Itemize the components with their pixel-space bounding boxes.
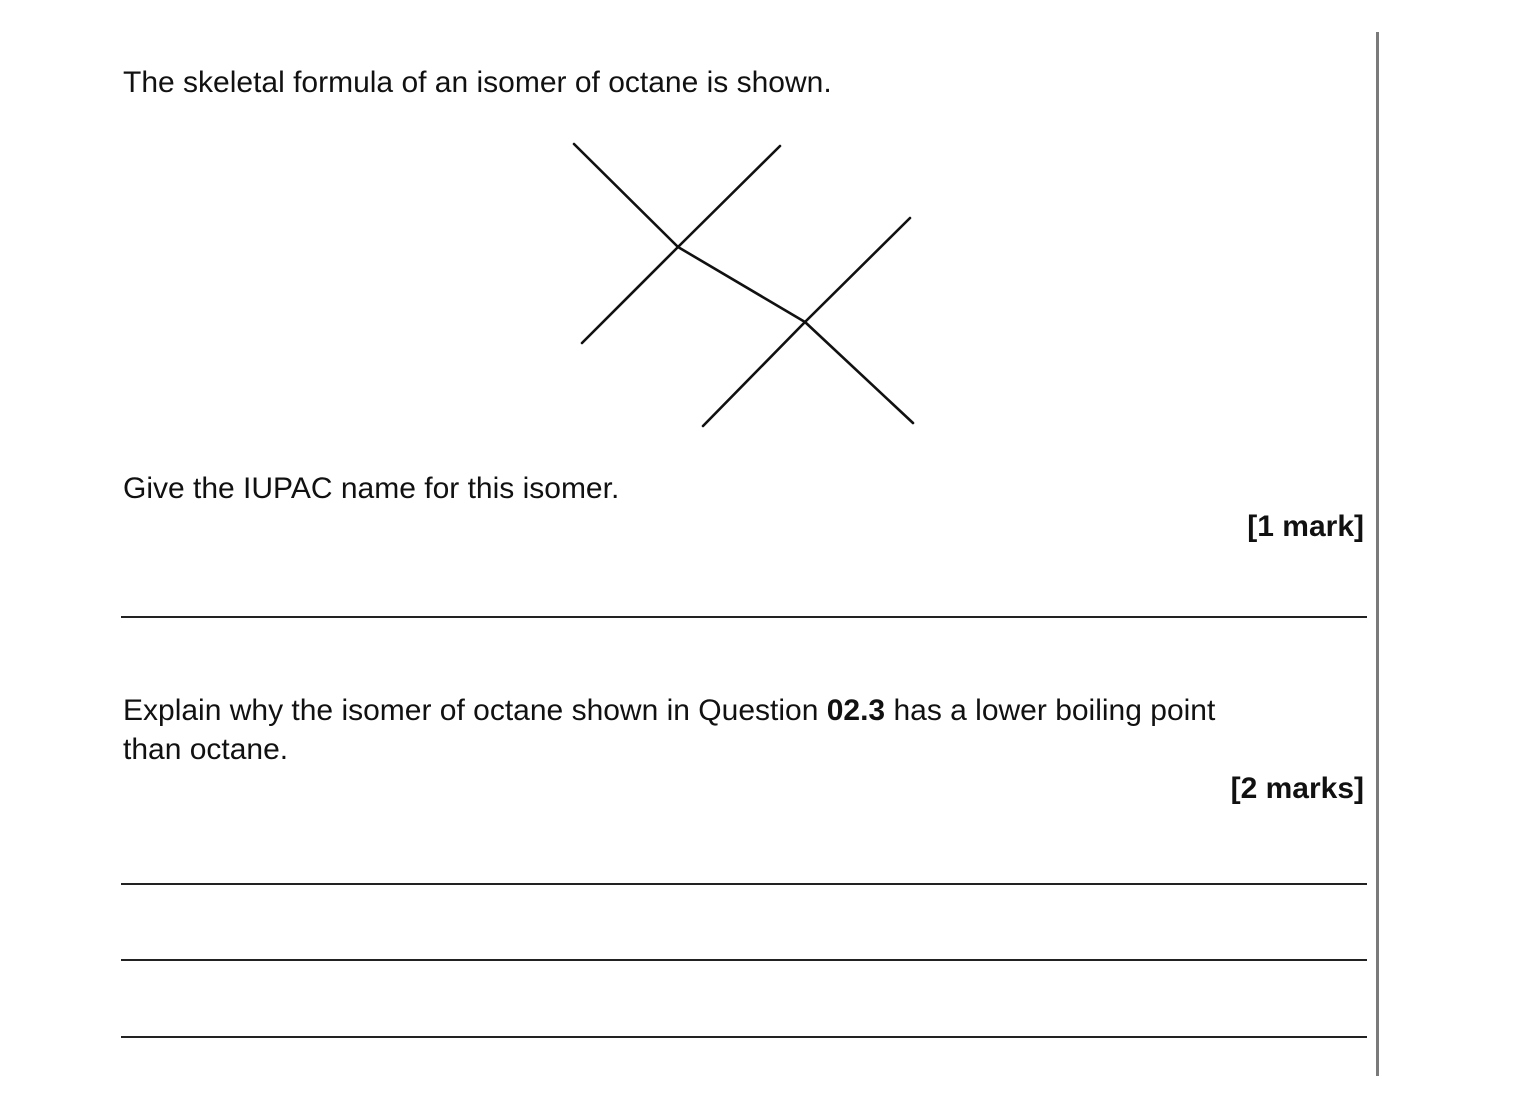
answer-line-q2-1[interactable] [121,883,1367,885]
question-1-prompt: Give the IUPAC name for this isomer. [123,472,620,505]
question-2-prompt-end: has a lower boiling point [885,694,1216,727]
bond-central [678,247,805,322]
page-margin-rule [1376,32,1379,1076]
answer-line-q2-2[interactable] [121,959,1367,961]
question-1-marks: [1 mark] [1247,510,1364,543]
answer-line-q1[interactable] [121,616,1367,618]
answer-line-q2-3[interactable] [121,1036,1367,1038]
question-2-prompt-line2: than octane. [123,733,289,766]
intro-text: The skeletal formula of an isomer of octane is shown. [123,66,832,99]
bond-upper-right [678,146,780,247]
bond-upper-left [574,144,678,247]
bond-right-lower-right [805,322,913,423]
question-2-prompt-start: Explain why the isomer of octane shown in Question [123,694,827,727]
question-2-prompt [123,692,1215,730]
question-reference: 02.3 [826,694,886,727]
bond-right-lower-left [703,322,805,426]
question-2-marks: [2 marks] [1230,772,1364,805]
bond-lower-left [582,247,678,343]
bond-right-upper [805,218,910,322]
skeletal-formula-diagram [560,130,930,440]
